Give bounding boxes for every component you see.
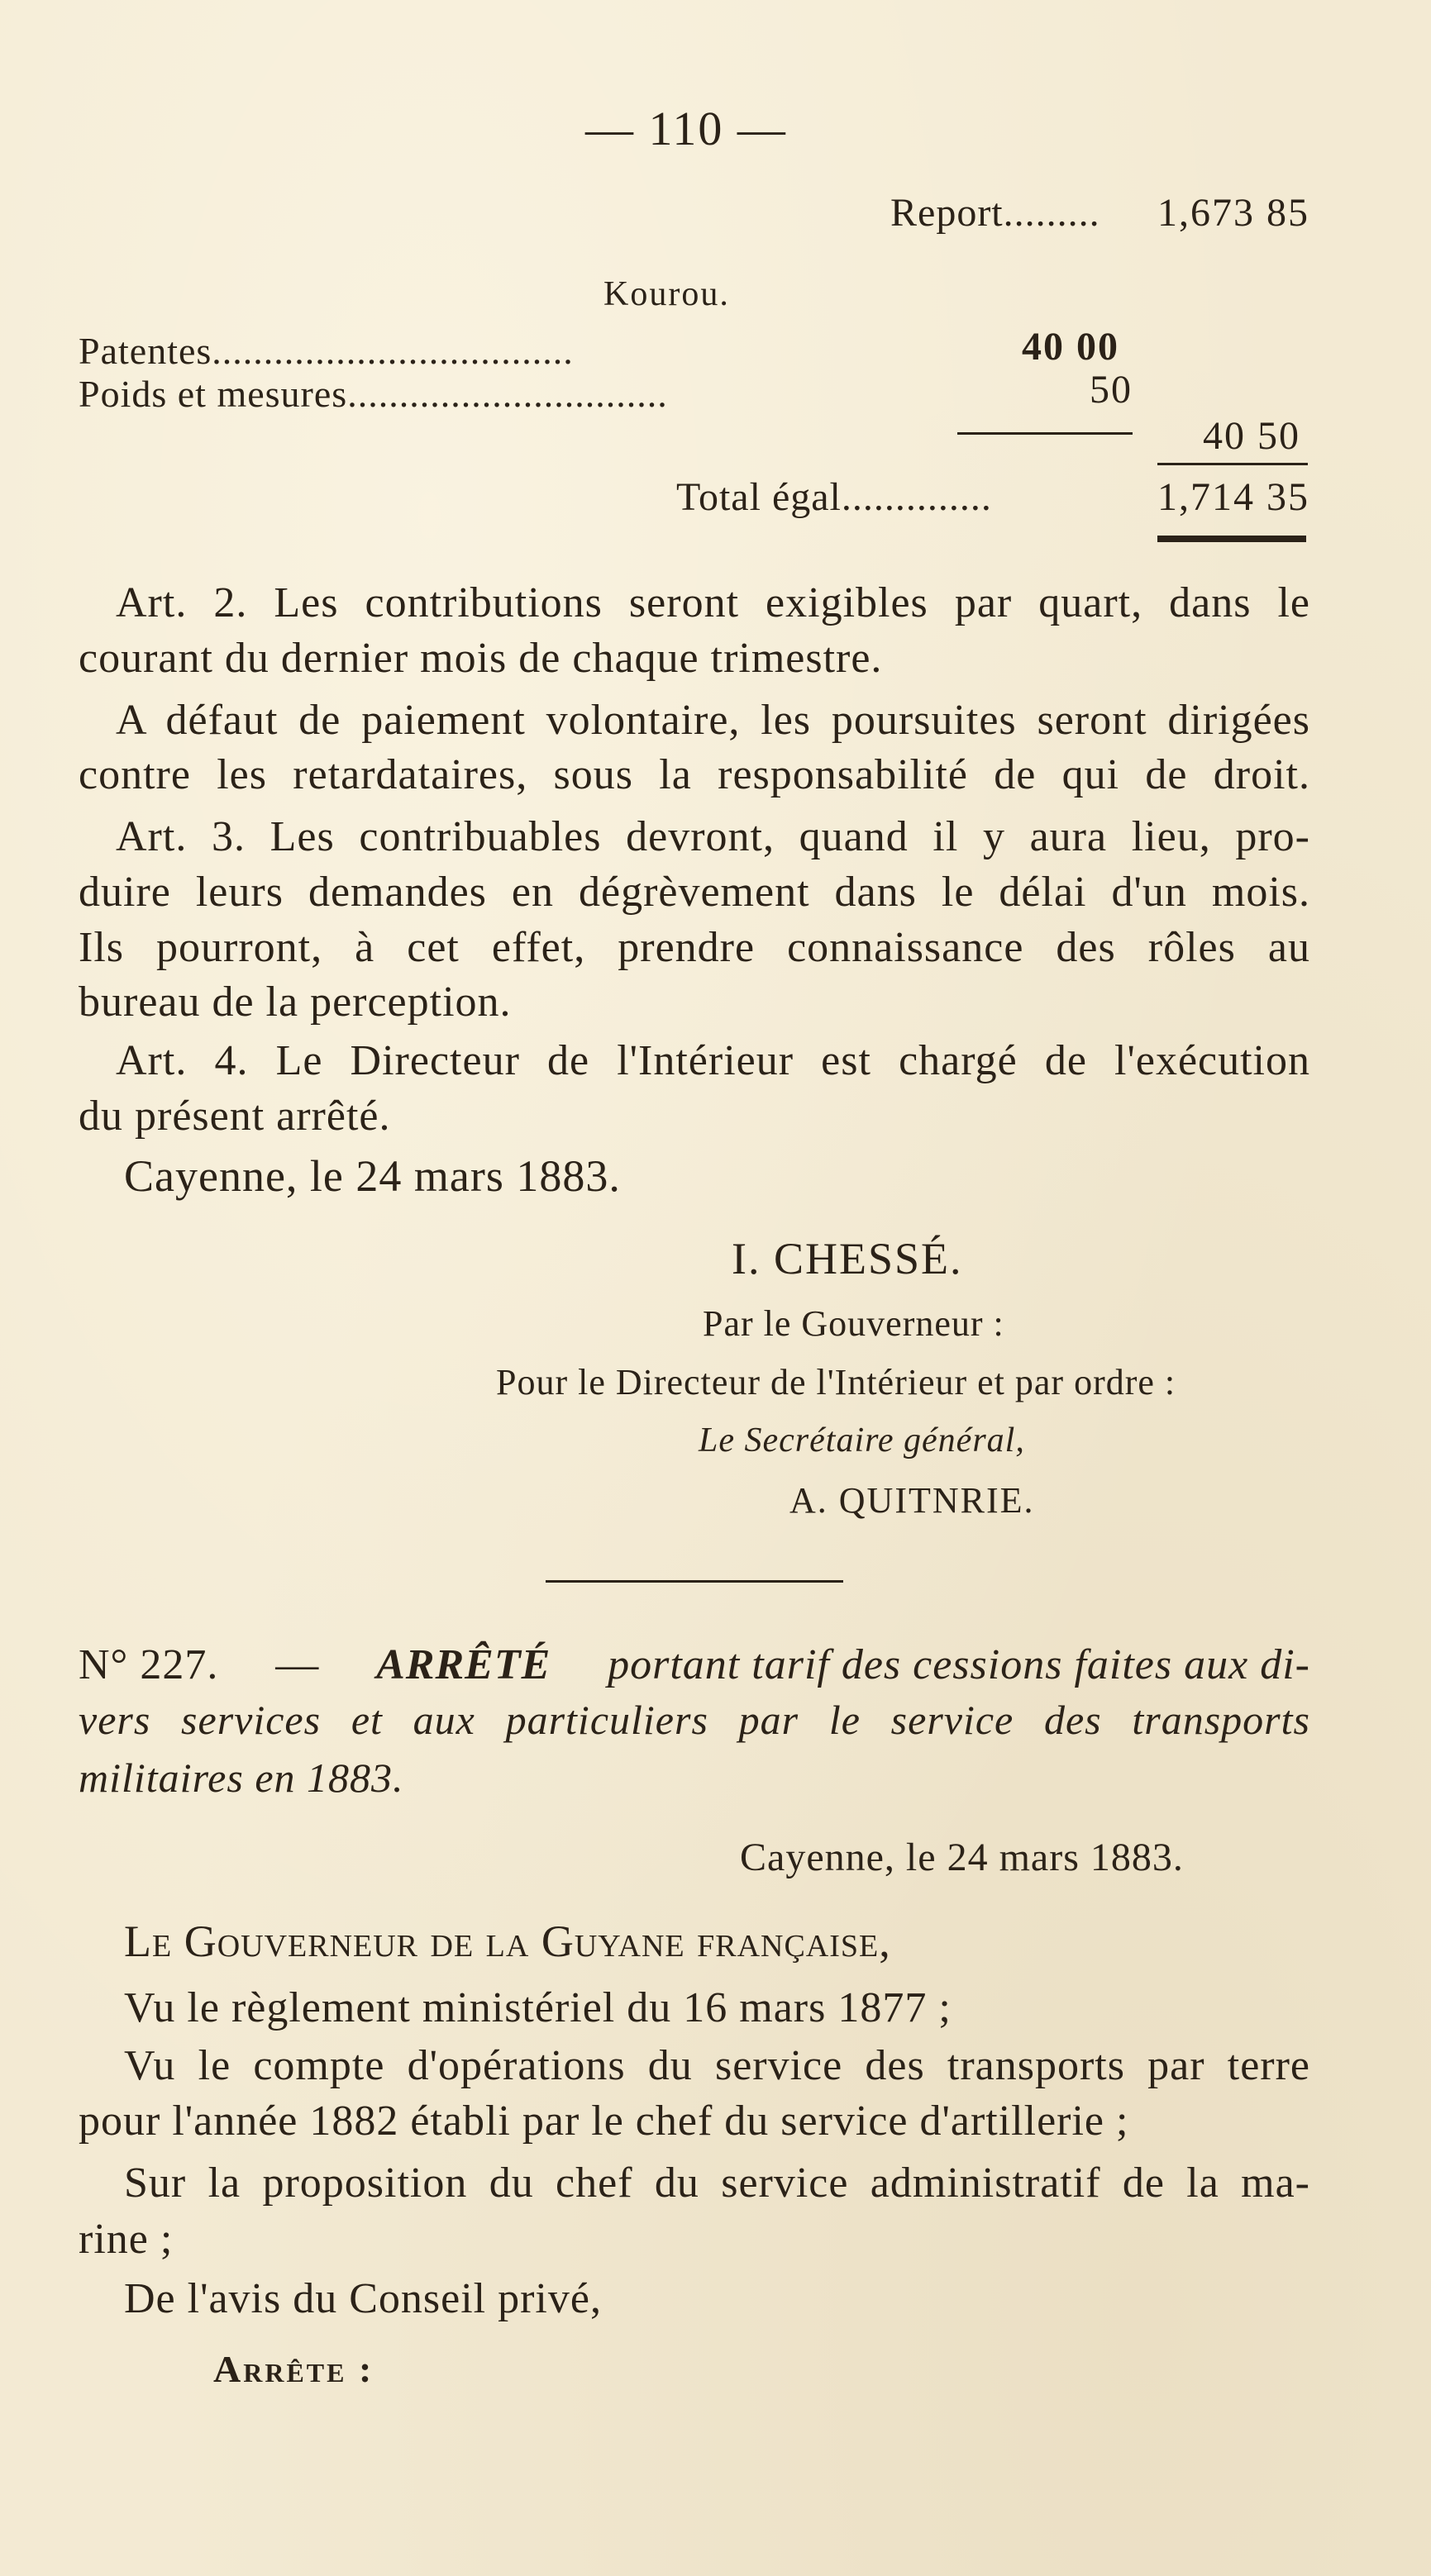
total-amount: 1,714 35 (1157, 475, 1309, 519)
preamble-line-3: pour l'année 1882 établi par le chef du service d'artillerie ; (79, 2097, 1129, 2145)
page-number: — 110 — (585, 102, 787, 155)
decree-title-word: ARRÊTÉ (376, 1641, 551, 1688)
signature-signer: A. QUITNRIE. (789, 1480, 1035, 1521)
total-rule-bottom (1157, 536, 1306, 542)
body-line-6: duire leurs demandes en dégrèvement dans le délai d'un mois. (79, 869, 1310, 916)
patentes-label: Patentes................................... (79, 330, 574, 372)
poids-amount: 50 (1090, 368, 1133, 412)
body-line-3: A défaut de paiement volontaire, les poursuites seront dirigées (116, 697, 1310, 744)
decree-heading-line-3: militaires en 1883. (79, 1755, 404, 1801)
body-line-9: Art. 4. Le Directeur de l'Intérieur est chargé de l'exécution (116, 1037, 1310, 1084)
body-line-11: Cayenne, le 24 mars 1883. (124, 1151, 621, 1201)
kourou-subtotal: 40 50 (1203, 414, 1300, 458)
patentes-amount: 40 00 (1022, 325, 1119, 369)
decree-date: Cayenne, le 24 mars 1883. (740, 1836, 1184, 1879)
preamble-line-4: Sur la proposition du chef du service administratif de la ma- (124, 2159, 1310, 2207)
report-label: Report......... (890, 191, 1100, 235)
arrete-label: Arrête : (213, 2348, 374, 2390)
subtotal-rule (957, 432, 1133, 435)
body-line-7: Ils pourront, à cet effet, prendre connaissance des rôles au (79, 924, 1310, 971)
decree-dash: — (275, 1641, 320, 1688)
decree-title-rest: portant tarif des cessions faites aux di- (608, 1641, 1310, 1688)
preamble-line-6: De l'avis du Conseil privé, (124, 2275, 602, 2322)
body-line-2: courant du dernier mois de chaque trimestre. (79, 635, 883, 682)
body-line-8: bureau de la perception. (79, 978, 512, 1026)
signature-by: Par le Gouverneur : (703, 1303, 1004, 1344)
preamble-line-2: Vu le compte d'opérations du service des transports par terre (124, 2042, 1310, 2089)
decree-heading-line-2: vers services et aux particuliers par le service des transports (79, 1697, 1310, 1743)
governor-line: Le Gouverneur de la Guyane française, (124, 1917, 891, 1966)
body-line-10: du présent arrêté. (79, 1093, 391, 1140)
signature-for: Pour le Directeur de l'Intérieur et par ordre : (496, 1362, 1176, 1402)
body-line-4: contre les retardataires, sous la responsabilité de qui de droit. (79, 751, 1310, 798)
kourou-heading: Kourou. (603, 275, 730, 313)
total-label: Total égal.............. (676, 475, 992, 519)
decree-heading-line-1 (79, 1640, 1310, 1689)
report-amount: 1,673 85 (1157, 191, 1309, 235)
body-line-1: Art. 2. Les contributions seront exigibles par quart, dans le (116, 579, 1310, 626)
body-line-5: Art. 3. Les contribuables devront, quand il y aura lieu, pro- (116, 813, 1310, 860)
decree-number: N° 227. (79, 1641, 219, 1688)
poids-label: Poids et mesures............................... (79, 373, 668, 415)
signature-name: I. CHESSÉ. (732, 1234, 963, 1283)
preamble-line-1: Vu le règlement ministériel du 16 mars 1877 ; (124, 1984, 952, 2031)
preamble-line-5: rine ; (79, 2216, 174, 2263)
total-rule-top (1157, 463, 1308, 465)
signature-title: Le Secrétaire général, (699, 1421, 1025, 1459)
section-separator (546, 1580, 843, 1583)
